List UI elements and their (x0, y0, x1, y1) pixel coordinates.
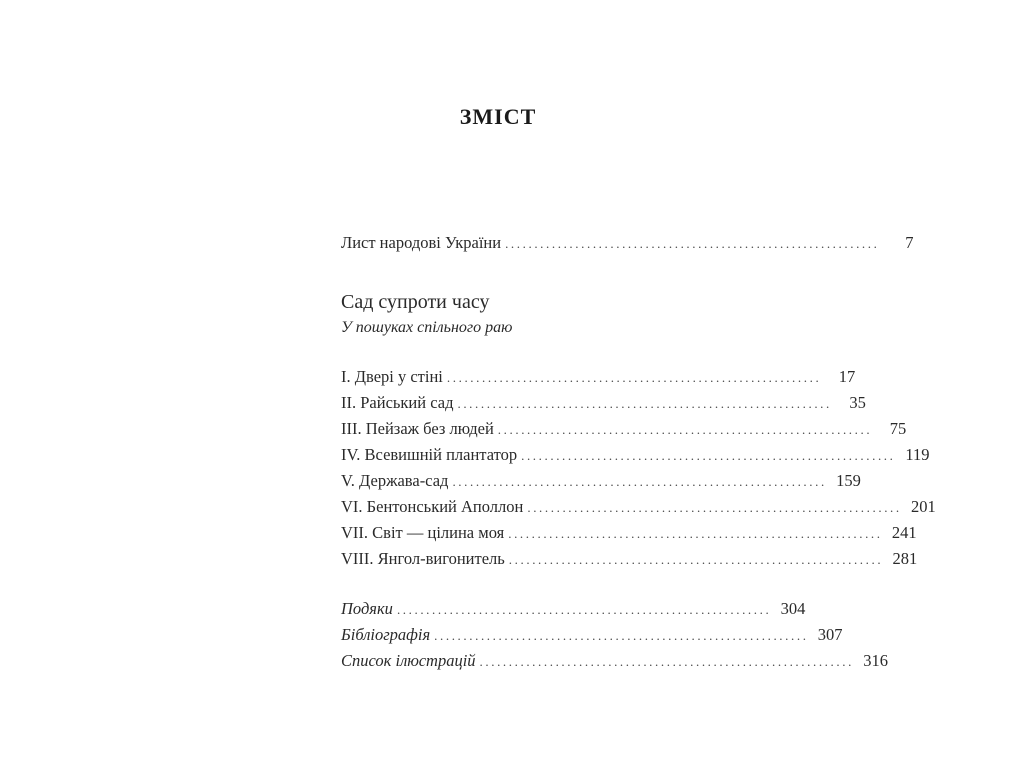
toc-entry-label: IV. Всевишній плантатор (341, 445, 518, 464)
toc-entry-acknowledgements[interactable] (341, 596, 806, 622)
toc-entry-page: 201 (911, 497, 936, 516)
toc-entry-page: 281 (892, 549, 918, 568)
dot-leader: ................................................................ (396, 602, 772, 617)
dot-leader: ................................................................ (505, 236, 880, 251)
dot-leader: ................................................................ (434, 628, 809, 643)
toc-entry-label: Лист народові України (341, 233, 502, 252)
back-matter-list (341, 596, 888, 674)
toc-entry-bibliography[interactable] (341, 622, 843, 648)
toc-entry-label: VI. Бентонський Аполлон (341, 497, 524, 516)
dot-leader: ................................................................ (508, 552, 884, 567)
toc-entry-chapter-6[interactable] (341, 494, 936, 520)
toc-entry-intro[interactable] (341, 230, 914, 256)
toc-entry-label: Бібліографія (341, 625, 431, 644)
toc-entry-page: 75 (889, 419, 907, 438)
toc-entry-page: 307 (817, 625, 843, 644)
toc-entry-page: 241 (891, 523, 917, 542)
toc-entry-chapter-2[interactable] (341, 390, 866, 416)
toc-entry-label: Подяки (341, 599, 393, 618)
toc-entry-illustrations[interactable] (341, 648, 888, 674)
toc-entry-page: 17 (838, 367, 856, 386)
dot-leader: ................................................................ (521, 448, 896, 463)
toc-entry-chapter-1[interactable] (341, 364, 856, 390)
part-title: Сад супроти часу (341, 291, 490, 313)
toc-entry-page: 304 (780, 599, 806, 618)
toc-entry-page: 316 (863, 651, 888, 670)
dot-leader: ................................................................ (497, 422, 873, 437)
toc-entry-chapter-7[interactable] (341, 520, 917, 546)
dot-leader: ................................................................ (452, 474, 827, 489)
dot-leader: ................................................................ (446, 370, 822, 385)
dot-leader: ................................................................ (479, 654, 854, 669)
page-title: ЗМІСТ (459, 104, 537, 129)
toc-entry-chapter-3[interactable] (341, 416, 907, 442)
toc-entry-label: VII. Світ — цілина моя (341, 523, 505, 542)
dot-leader: ................................................................ (508, 526, 883, 541)
dot-leader: ................................................................ (457, 396, 832, 411)
toc-entry-label: VIII. Янгол-вигонитель (341, 549, 505, 568)
toc-entry-label: V. Держава-сад (341, 471, 449, 490)
table-of-contents (341, 230, 936, 674)
toc-entry-page: 119 (905, 445, 930, 464)
toc-entry-page: 159 (836, 471, 861, 490)
toc-entry-chapter-4[interactable] (341, 442, 930, 468)
part-subtitle: У пошуках спільного раю (341, 319, 513, 336)
dot-leader: ................................................................ (527, 500, 902, 515)
chapter-list (341, 364, 936, 572)
toc-entry-page: 7 (905, 233, 914, 252)
toc-entry-page: 35 (849, 393, 866, 412)
toc-entry-chapter-8[interactable] (341, 546, 918, 572)
toc-entry-label: II. Райський сад (341, 393, 454, 412)
toc-entry-label: III. Пейзаж без людей (341, 419, 494, 438)
toc-entry-chapter-5[interactable] (341, 468, 861, 494)
toc-entry-label: Список ілюстрацій (341, 651, 476, 670)
toc-entry-label: I. Двері у стіні (341, 367, 443, 386)
